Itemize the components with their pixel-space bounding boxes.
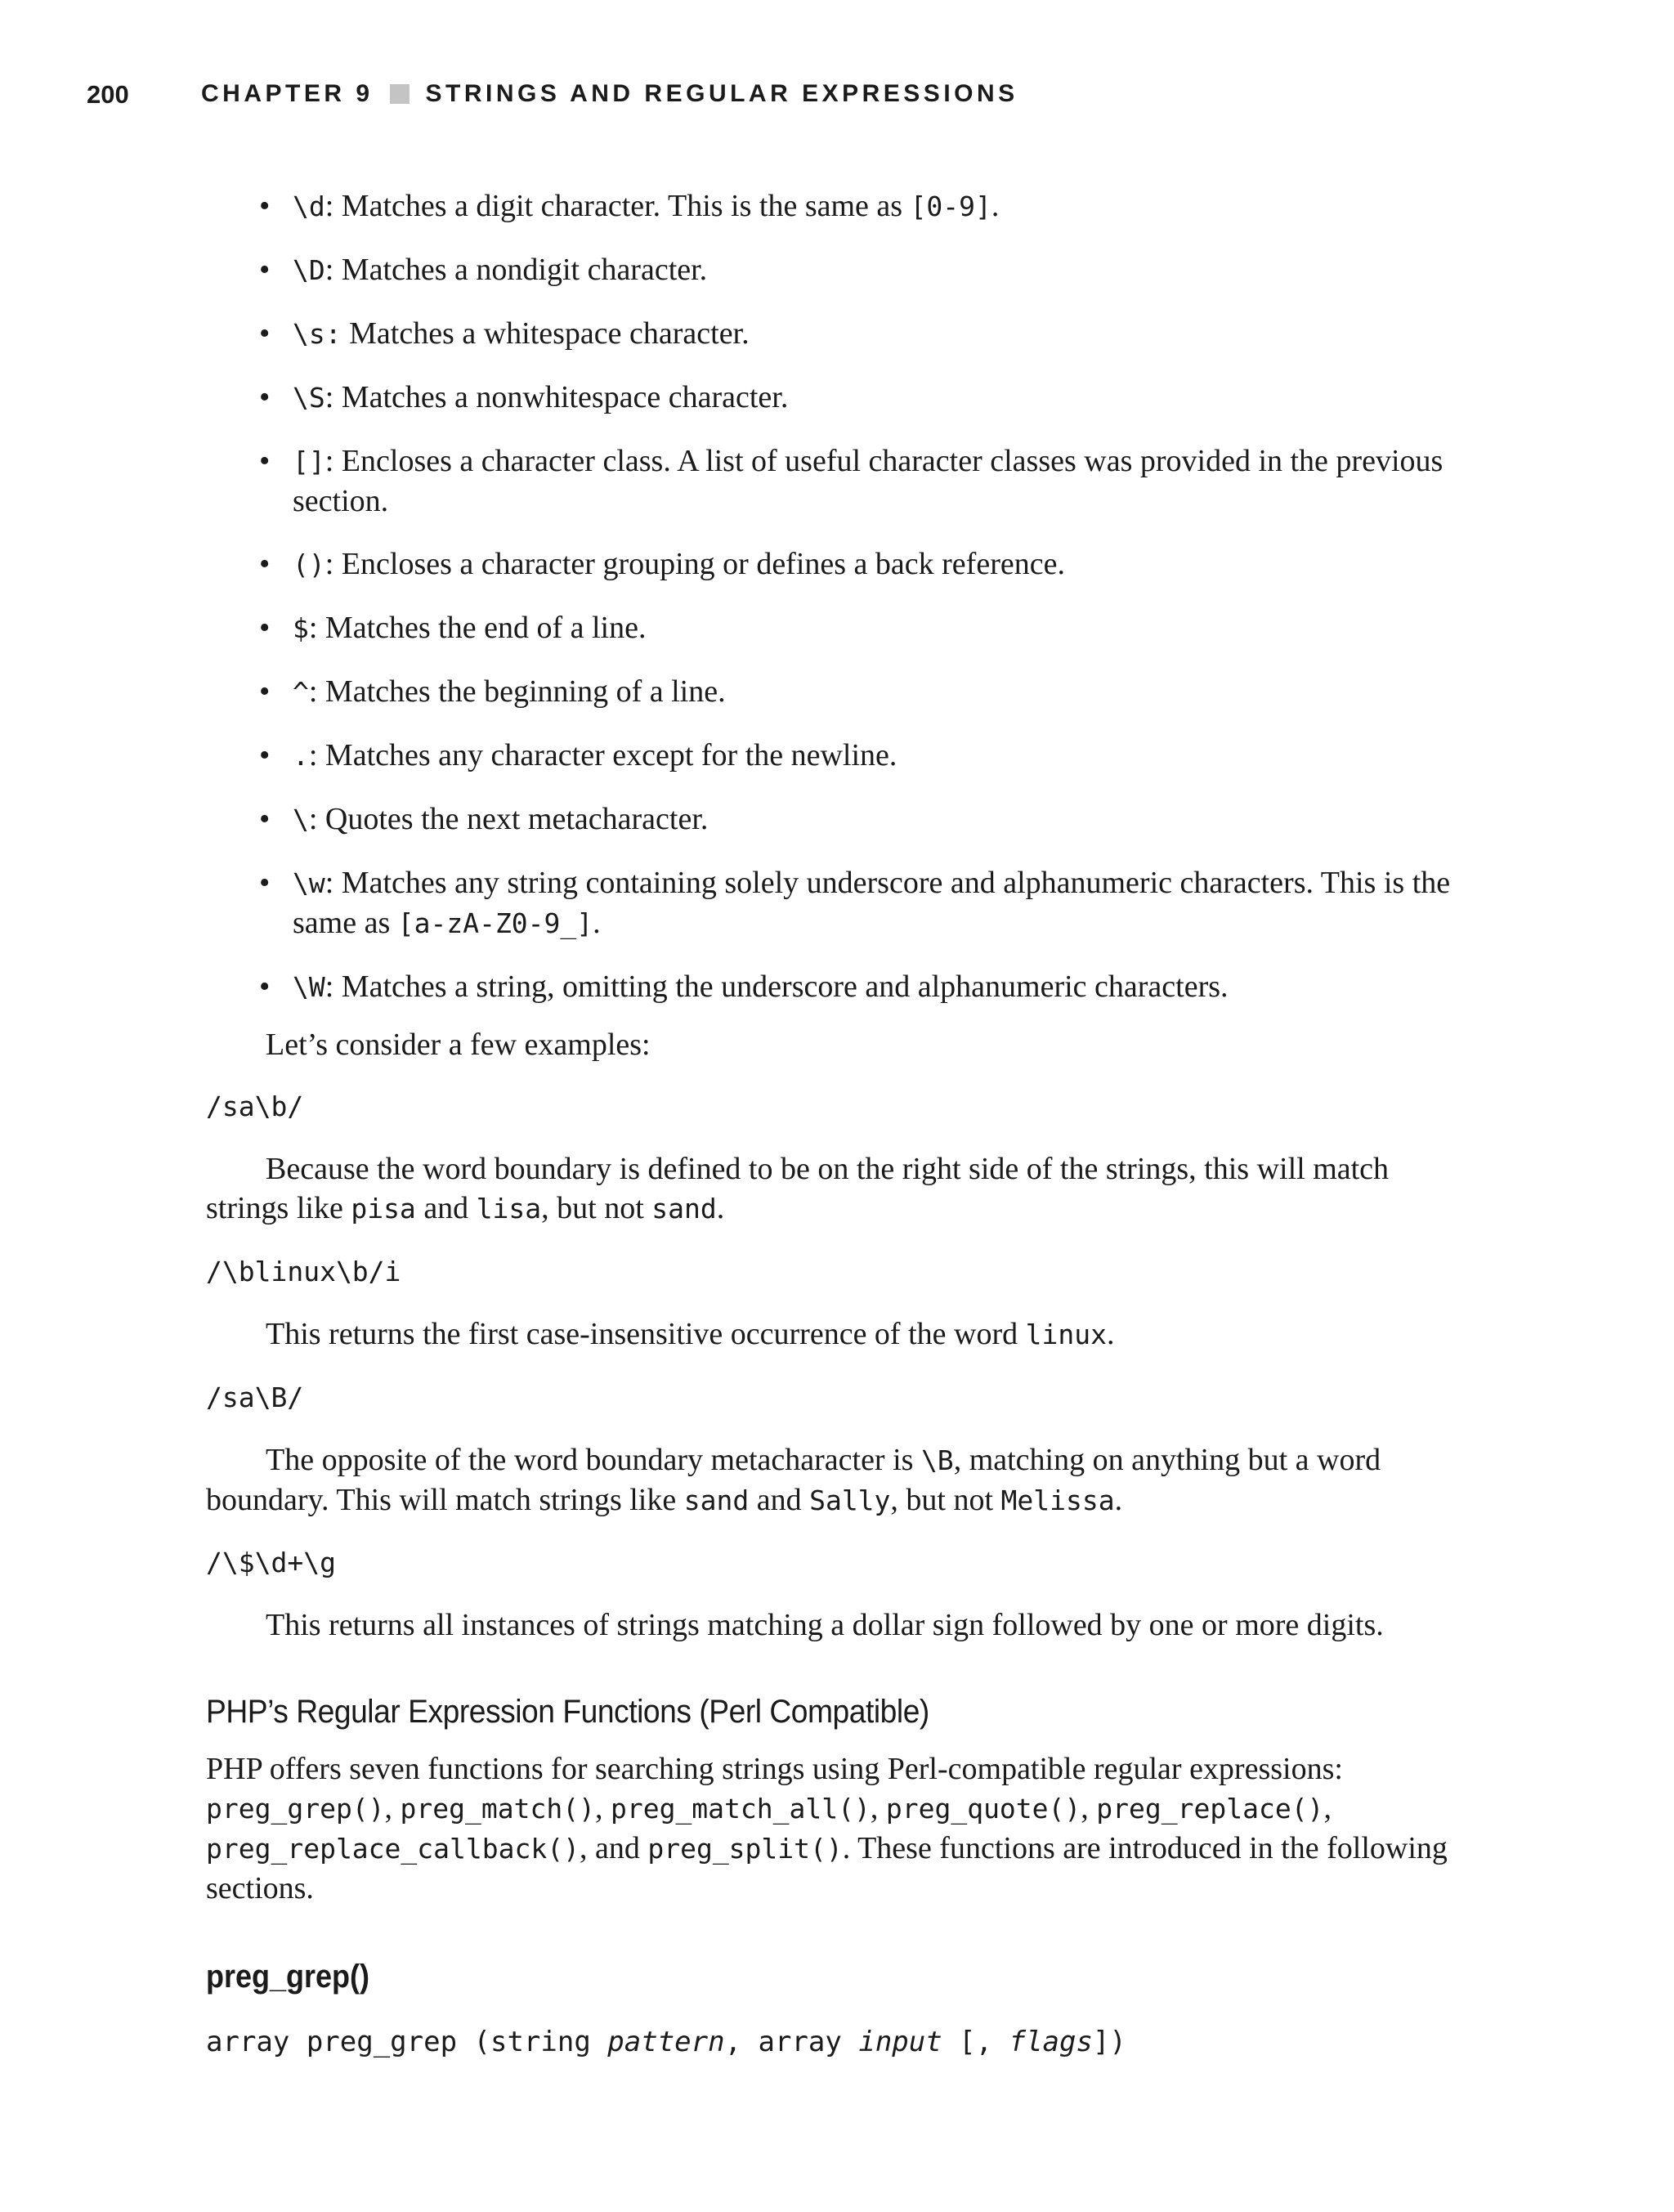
bullet-icon: • [259,674,271,709]
bullet-icon: • [259,380,271,414]
function-signature: array preg_grep (string pattern, array input [, flags]) [206,2026,1126,2058]
example-pattern: /sa\b/ [206,1090,304,1122]
bullet-icon: • [259,547,271,581]
bullet-icon: • [259,189,271,223]
list-item: • []: Encloses a character class. A list of useful character classes was provided in the previous section. [0,441,1674,521]
bullet-icon: • [259,969,271,1004]
example-explanation: This returns the first case-insensitive occurrence of the word linux. [266,1317,1115,1351]
example-pattern: /\$\d+\g [206,1547,336,1578]
separator-square-icon [390,84,410,104]
list-item: • \S: Matches a nonwhitespace character. [0,378,1674,418]
bullet-icon: • [259,316,271,351]
bullet-icon: • [259,611,271,645]
bullet-icon: • [259,802,271,836]
examples-intro: Let’s consider a few examples: [266,1028,651,1062]
list-item: • \W: Matches a string, omitting the underscore and alphanumeric characters. [0,967,1674,1007]
chapter-heading [201,80,1018,108]
list-item: • \s: Matches a whitespace character. [0,314,1674,354]
running-header [0,80,1674,119]
list-item: • .: Matches any character except for the newline. [0,736,1674,776]
list-item: • \: Quotes the next metacharacter. [0,799,1674,840]
section-intro: PHP offers seven functions for searching strings using Perl-compatible regular expressions: preg_grep(), preg_match(), preg_match_all(), preg_quote(), preg_replace(), preg_replace_callback(), and preg_split(). These functions are introduced in the following sections. [206,1752,1448,1905]
bullet-icon: • [259,866,271,900]
list-item: • \D: Matches a nondigit character. [0,250,1674,290]
example-pattern: /sa\B/ [206,1381,304,1413]
bullet-icon: • [259,444,271,478]
subsection-heading: preg_grep() [206,1959,370,1995]
example-explanation: This returns all instances of strings matching a dollar sign followed by one or more digits. [266,1608,1384,1642]
example-explanation: The opposite of the word boundary metacharacter is \B, matching on anything but a word boundary. This will match strings like sand and Sally, but not Melissa. [206,1443,1381,1517]
list-item: • \w: Matches any string containing solely underscore and alphanumeric characters. This is the same as [a-zA-Z0-9_]. [0,863,1674,943]
example-explanation: Because the word boundary is defined to be on the right side of the strings, this will match strings like pisa and lisa, but not sand. [206,1152,1390,1225]
chapter-label: CHAPTER 9 [201,80,374,107]
list-item: • $: Matches the end of a line. [0,608,1674,648]
list-item: • (): Encloses a character grouping or defines a back reference. [0,544,1674,584]
example-pattern: /\blinux\b/i [206,1256,401,1287]
page-number: 200 [87,80,129,109]
section-heading: PHP’s Regular Expression Functions (Perl Compatible) [206,1694,929,1730]
list-item: • \d: Matches a digit character. This is the same as [0-9]. [0,186,1674,226]
list-item: • ^: Matches the beginning of a line. [0,672,1674,712]
metacharacter-list [0,186,1674,1031]
bullet-icon: • [259,253,271,287]
bullet-icon: • [259,738,271,772]
chapter-title: STRINGS AND REGULAR EXPRESSIONS [425,80,1018,107]
